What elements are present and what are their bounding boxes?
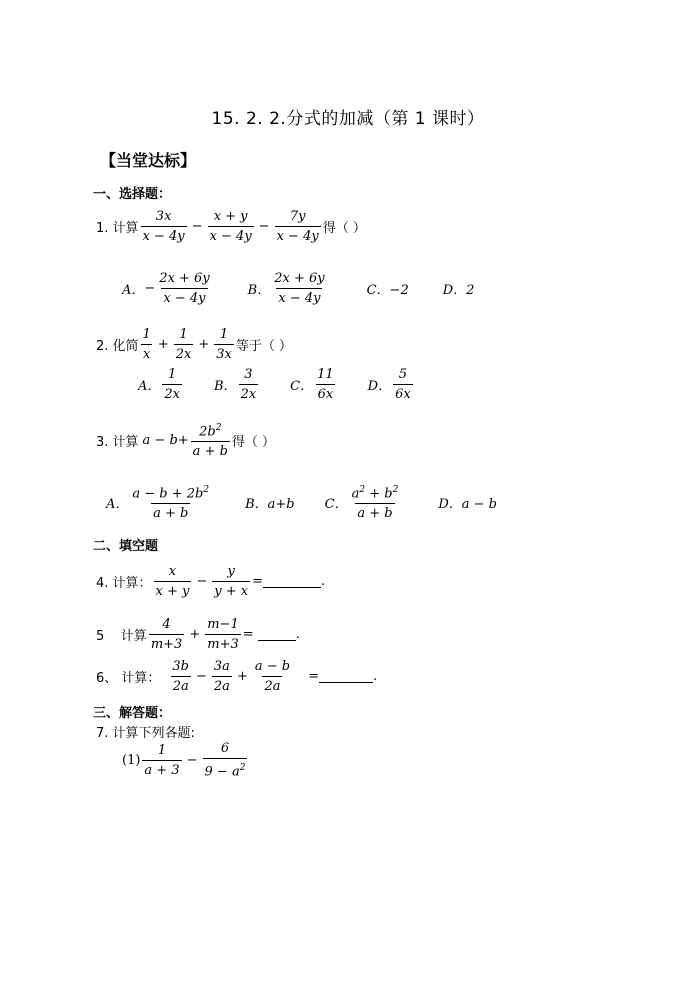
q3-option-b: B．a+b: [245, 496, 295, 512]
q1-label: 1. 计算: [96, 221, 139, 236]
q1-option-b: $\frac{2x + 6y}{x - 4y}$: [274, 271, 325, 306]
q1-suffix: 得（ ）: [322, 221, 366, 236]
q1-option-c: C．−2: [366, 283, 409, 298]
q2-option-a: $\frac{1}{2x}$: [164, 367, 180, 402]
q4-label: 4. 计算：: [96, 576, 152, 591]
q4-fraction-1: $\frac{x}{x + y}$: [155, 564, 190, 599]
question-1-options: [122, 270, 474, 307]
q2-option-d-label: D．: [367, 379, 392, 394]
q7-fraction-1: $\frac{1}{a + 3}$: [144, 742, 180, 778]
q1-option-d: D．2: [442, 283, 475, 298]
q1-option-a-label: A．: [122, 283, 145, 298]
section-heading-fill: 二、填空题: [93, 539, 159, 554]
question-4: 4. 计算： $\frac{x}{x + y}$ − $\frac{y}{y + x}$ = .: [96, 564, 326, 599]
question-5: 5 计算 $\frac{4}{m+3}$ + $\frac{m-1}{m+3}$ = .: [96, 617, 300, 652]
q3-expression: a − b+: [142, 432, 189, 448]
question-2: 2. 化简 $\frac{1}{x}$ + $\frac{1}{2x}$ + $\frac{1}{3x}$ 等于（ ）: [96, 327, 292, 362]
q3-option-a: $\frac{a - b + 2b^2}{a + b}$: [132, 485, 210, 522]
q3-label: 3. 计算: [96, 434, 139, 450]
q2-option-b-label: B．: [214, 379, 237, 394]
question-3: [96, 420, 275, 460]
question-7-part-1: (1) $\frac{1}{a + 3}$ − $\frac{6}{9 - a^2}$: [122, 741, 246, 780]
question-6: 6、 计算： $\frac{3b}{2a}$ − $\frac{3a}{2a}$ + $\frac{a - b}{2a}$ = .: [96, 659, 378, 694]
q3-option-a-label: A．: [106, 496, 129, 512]
question-1: 1. 计算 $\frac{3x}{x - 4y}$ − $\frac{x + y}{x - 4y}$ − $\frac{7y}{x - 4y}$ 得（ ）: [96, 209, 366, 244]
q5-fraction-2: $\frac{m-1}{m+3}$: [207, 617, 239, 652]
question-3-options: [106, 482, 497, 522]
q1-option-b-label: B．: [247, 283, 271, 298]
q1-fraction-1: $\frac{3x}{x - 4y}$: [142, 209, 185, 244]
q3-option-c-label: C．: [324, 496, 348, 512]
q4-answer-blank[interactable]: [263, 575, 321, 588]
q6-fraction-2: $\frac{3a}{2a}$: [213, 659, 230, 694]
section-heading-solve: 三、解答题：: [93, 706, 172, 721]
q5-fraction-1: $\frac{4}{m+3}$: [150, 617, 183, 652]
section-heading-choice: 一、选择题：: [93, 187, 172, 202]
q6-fraction-3: $\frac{a - b}{2a}$: [254, 659, 291, 694]
q7-fraction-2: $\frac{6}{9 - a^2}$: [204, 741, 246, 780]
question-2-options: [138, 366, 415, 403]
q2-label: 2. 化简: [96, 339, 139, 354]
q2-fraction-1: $\frac{1}{x}$: [142, 327, 151, 362]
q2-suffix: 等于（ ）: [235, 339, 292, 354]
q2-option-a-label: A．: [138, 379, 161, 394]
q1-fraction-2: $\frac{x + y}{x - 4y}$: [209, 209, 252, 244]
q3-fraction-1: $\frac{2b^2}{a + b}$: [192, 423, 228, 460]
q5-label: 5 计算: [96, 629, 147, 644]
q5-suffix: .: [295, 627, 300, 642]
q6-answer-blank[interactable]: [319, 670, 373, 683]
q1-option-a-sign: −: [144, 281, 156, 296]
q1-option-a: $\frac{2x + 6y}{x - 4y}$: [159, 271, 210, 306]
q2-option-b: $\frac{3}{2x}$: [240, 367, 257, 402]
q3-option-c: $\frac{a^2 + b^2}{a + b}$: [351, 485, 399, 522]
q4-suffix: .: [321, 574, 326, 589]
q2-option-c: $\frac{11}{6x}$: [317, 367, 334, 402]
q5-answer-blank[interactable]: [258, 628, 296, 641]
q7-part-label: (1): [122, 752, 141, 768]
q2-fraction-2: $\frac{1}{2x}$: [175, 327, 192, 362]
q4-fraction-2: $\frac{y}{y + x}$: [214, 564, 249, 599]
section-heading-class-drill: 【当堂达标】: [100, 151, 197, 170]
q7-label: 7. 计算下列各题:: [96, 726, 195, 741]
q6-suffix: .: [372, 669, 378, 684]
q3-option-d: D．a − b: [438, 496, 497, 512]
q2-option-d: $\frac{5}{6x}$: [395, 367, 411, 402]
q3-suffix: 得（ ）: [231, 434, 276, 450]
q6-fraction-1: $\frac{3b}{2a}$: [172, 659, 189, 694]
page-title: 15. 2. 2.分式的加减（第 1 课时）: [211, 109, 485, 129]
q1-fraction-3: $\frac{7y}{x - 4y}$: [276, 209, 319, 244]
q2-option-c-label: C．: [290, 379, 314, 394]
q2-fraction-3: $\frac{1}{3x}$: [216, 327, 232, 362]
q6-label: 6、 计算：: [96, 671, 161, 686]
